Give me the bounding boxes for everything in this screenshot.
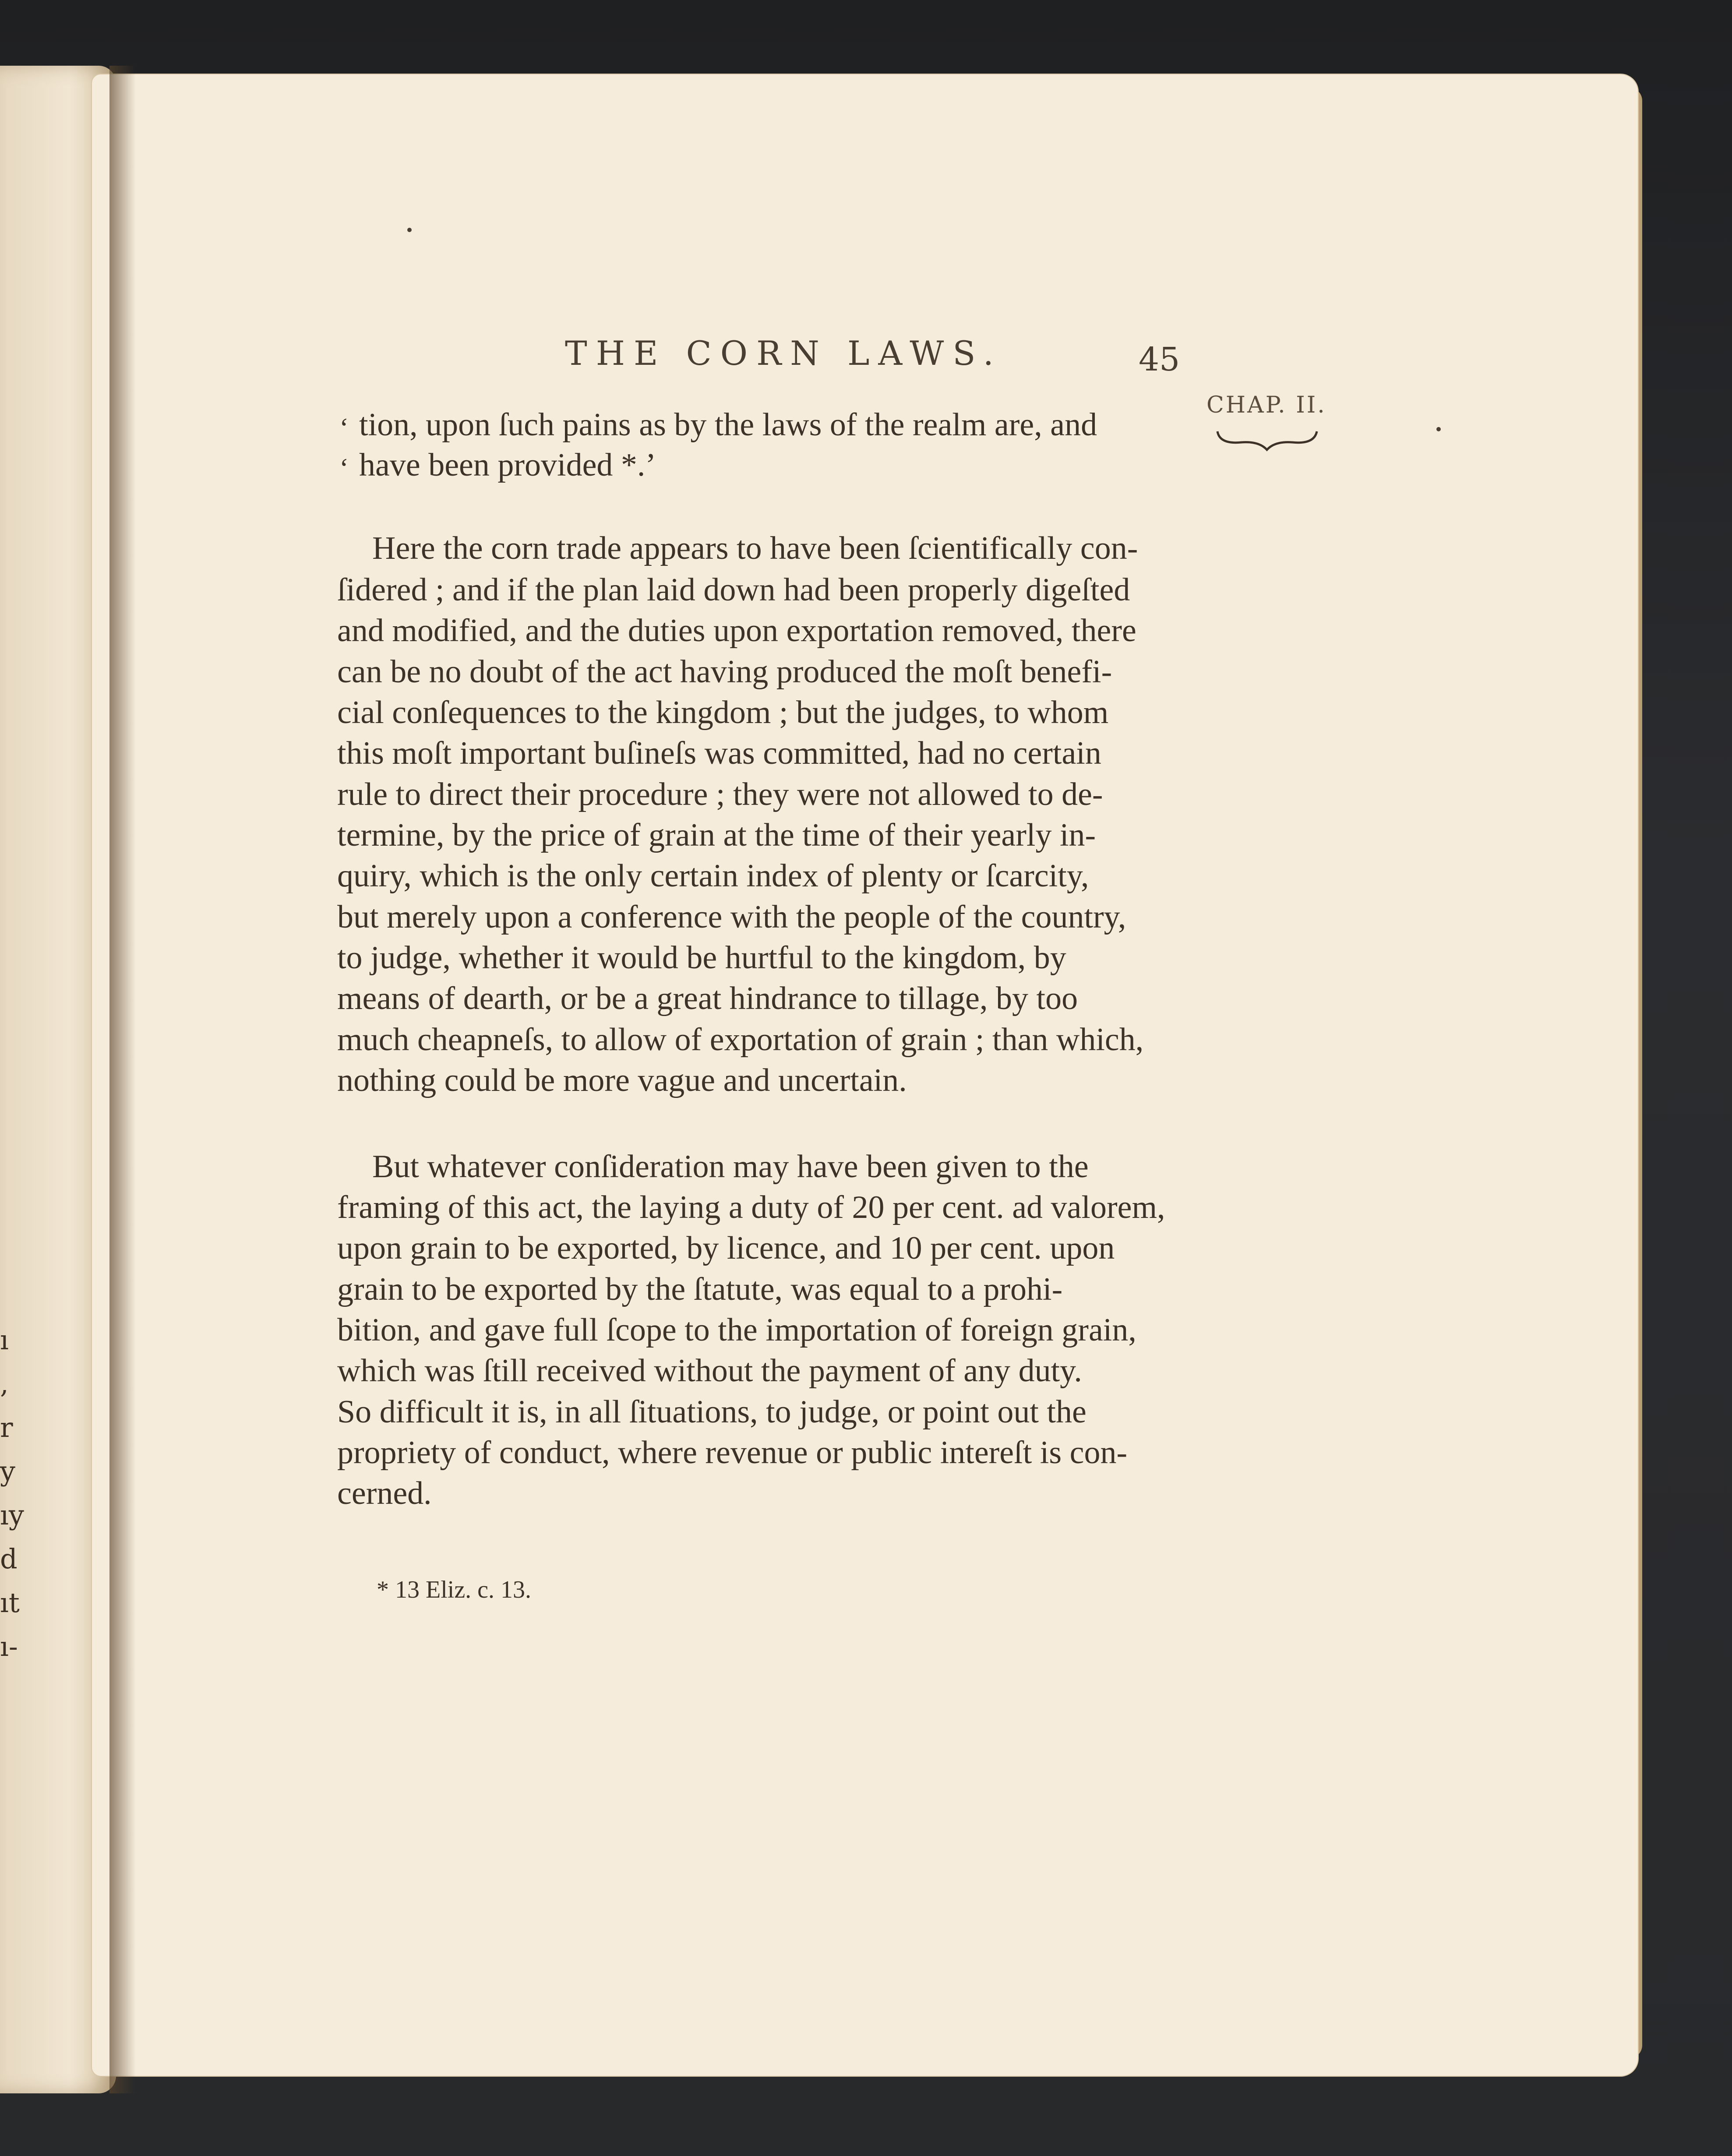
paragraph-line: much cheapneſs, to allow of exportation of grain ; than which, — [337, 1022, 1144, 1058]
paragraph-line: can be no doubt of the act having produced the moſt benefi- — [337, 654, 1112, 690]
chapter-margin-note: CHAP. II. — [1206, 392, 1326, 418]
paragraph-line: Here the corn trade appears to have been ſcientifically con- — [372, 530, 1138, 566]
quote-mark: ‘ — [339, 412, 349, 443]
paragraph-line: which was ſtill received without the payment of any duty. — [337, 1353, 1082, 1389]
paragraph-line: termine, by the price of grain at the time of their yearly in- — [337, 817, 1096, 853]
page-number: 45 — [1139, 341, 1180, 378]
quote-line: have been provided *.’ — [359, 447, 656, 483]
left-fragment: ı — [0, 1324, 9, 1356]
paragraph-line: So difficult it is, in all ſituations, to judge, or point out the — [337, 1394, 1086, 1430]
paragraph-line: to judge, whether it would be hurtful to the kingdom, by — [337, 940, 1066, 976]
gutter-shadow — [109, 66, 136, 2093]
quote-mark: ‘ — [339, 452, 349, 483]
paragraph-line: cerned. — [337, 1475, 432, 1511]
paragraph-line: nothing could be more vague and uncertain. — [337, 1062, 907, 1098]
paragraph-line: propriety of conduct, where revenue or public intereſt is con- — [337, 1435, 1128, 1471]
paragraph-line: bition, and gave full ſcope to the importation of foreign grain, — [337, 1312, 1136, 1348]
left-fragment: , — [0, 1368, 9, 1400]
brace-ornament — [1215, 427, 1320, 453]
paragraph-line: this moſt important buſineſs was committed, had no certain — [337, 735, 1101, 771]
left-fragment: ı- — [0, 1630, 18, 1662]
left-fragment: r — [0, 1411, 13, 1443]
paragraph-line: but merely upon a conference with the people of the country, — [337, 899, 1126, 935]
paragraph-line: grain to be exported by the ſtatute, was equal to a prohi- — [337, 1271, 1063, 1307]
left-fragment: y — [0, 1455, 16, 1487]
paragraph-line: quiry, which is the only certain index of plenty or ſcarcity, — [337, 858, 1089, 894]
paragraph-line: ſidered ; and if the plan laid down had been properly digeſted — [337, 572, 1130, 608]
left-page-text-fragments — [0, 1318, 26, 1669]
paragraph-line: means of dearth, or be a great hindrance to tillage, by too — [337, 981, 1078, 1016]
left-fragment: ıt — [0, 1587, 20, 1619]
paragraph-line: cial conſequences to the kingdom ; but the judges, to whom — [337, 695, 1109, 730]
paragraph-line: rule to direct their procedure ; they were not allowed to de- — [337, 776, 1103, 812]
footnote: * 13 Eliz. c. 13. — [377, 1576, 532, 1603]
paper-speck — [407, 228, 412, 232]
paper-speck — [1436, 427, 1441, 431]
paragraph-line: and modified, and the duties upon exportation removed, there — [337, 613, 1136, 649]
paragraph-line: upon grain to be exported, by licence, and 10 per cent. upon — [337, 1230, 1115, 1266]
left-fragment: d — [0, 1543, 18, 1575]
running-title: THE CORN LAWS. — [565, 334, 1002, 373]
paragraph-line: But whatever conſideration may have been given to the — [372, 1149, 1089, 1185]
quote-line: tion, upon ſuch pains as by the laws of the realm are, and — [359, 407, 1097, 443]
left-fragment: ıy — [0, 1499, 24, 1531]
paragraph-line: framing of this act, the laying a duty of 20 per cent. ad valorem, — [337, 1189, 1165, 1225]
